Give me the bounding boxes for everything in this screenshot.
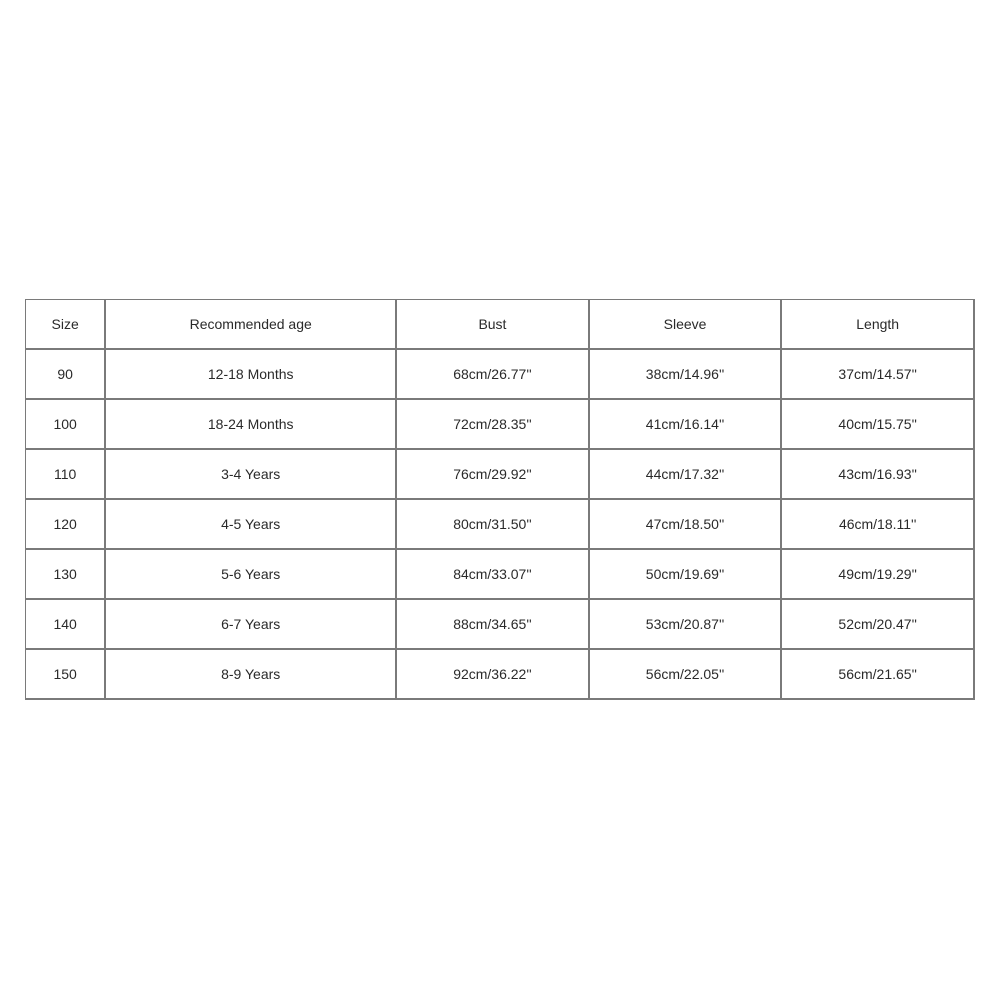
- cell-bust: 88cm/34.65'': [397, 600, 590, 650]
- cell-age: 5-6 Years: [106, 550, 397, 600]
- table-row: [26, 450, 975, 500]
- table-row: [26, 400, 975, 450]
- cell-age: 4-5 Years: [106, 500, 397, 550]
- cell-bust: 72cm/28.35'': [397, 400, 590, 450]
- header-row: [26, 300, 975, 350]
- header-recommended-age: Recommended age: [106, 300, 397, 350]
- cell-age: 6-7 Years: [106, 600, 397, 650]
- cell-age: 12-18 Months: [106, 350, 397, 400]
- cell-bust: 92cm/36.22'': [397, 650, 590, 700]
- cell-length: 56cm/21.65'': [782, 650, 975, 700]
- cell-size: 130: [26, 550, 106, 600]
- cell-bust: 84cm/33.07'': [397, 550, 590, 600]
- cell-sleeve: 44cm/17.32'': [590, 450, 783, 500]
- table-row: [26, 350, 975, 400]
- table-row: [26, 500, 975, 550]
- cell-sleeve: 53cm/20.87'': [590, 600, 783, 650]
- cell-age: 3-4 Years: [106, 450, 397, 500]
- cell-sleeve: 47cm/18.50'': [590, 500, 783, 550]
- cell-size: 120: [26, 500, 106, 550]
- cell-age: 8-9 Years: [106, 650, 397, 700]
- table-header: [26, 300, 975, 350]
- cell-size: 140: [26, 600, 106, 650]
- cell-sleeve: 38cm/14.96'': [590, 350, 783, 400]
- cell-length: 52cm/20.47'': [782, 600, 975, 650]
- cell-length: 43cm/16.93'': [782, 450, 975, 500]
- size-chart-table: [25, 299, 975, 700]
- cell-bust: 76cm/29.92'': [397, 450, 590, 500]
- cell-length: 37cm/14.57'': [782, 350, 975, 400]
- cell-length: 40cm/15.75'': [782, 400, 975, 450]
- cell-length: 46cm/18.11'': [782, 500, 975, 550]
- table-row: [26, 650, 975, 700]
- cell-sleeve: 41cm/16.14'': [590, 400, 783, 450]
- cell-size: 110: [26, 450, 106, 500]
- table-row: [26, 600, 975, 650]
- cell-length: 49cm/19.29'': [782, 550, 975, 600]
- cell-bust: 68cm/26.77'': [397, 350, 590, 400]
- header-length: Length: [782, 300, 975, 350]
- cell-bust: 80cm/31.50'': [397, 500, 590, 550]
- cell-sleeve: 50cm/19.69'': [590, 550, 783, 600]
- table-row: [26, 550, 975, 600]
- cell-age: 18-24 Months: [106, 400, 397, 450]
- cell-size: 100: [26, 400, 106, 450]
- header-size: Size: [26, 300, 106, 350]
- header-sleeve: Sleeve: [590, 300, 783, 350]
- cell-size: 150: [26, 650, 106, 700]
- cell-size: 90: [26, 350, 106, 400]
- header-bust: Bust: [397, 300, 590, 350]
- cell-sleeve: 56cm/22.05'': [590, 650, 783, 700]
- table-body: [26, 350, 975, 700]
